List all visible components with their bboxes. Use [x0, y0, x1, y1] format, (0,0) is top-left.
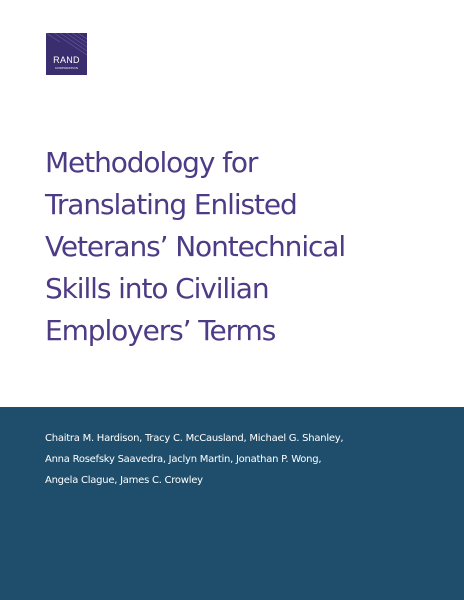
author-list	[45, 428, 445, 491]
title-line: Employers’ Terms	[45, 314, 276, 347]
author-band	[0, 407, 464, 600]
logo-subtitle: CORPORATION	[54, 66, 79, 70]
author-line: Angela Clague, James C. Crowley	[45, 475, 203, 486]
author-line: Anna Rosefsky Saavedra, Jaclyn Martin, Jonathan P. Wong,	[45, 454, 322, 465]
report-title	[45, 142, 445, 352]
title-line: Skills into Civilian	[45, 272, 269, 305]
rand-logo	[46, 33, 87, 75]
title-line: Translating Enlisted	[45, 188, 297, 221]
author-line: Chaitra M. Hardison, Tracy C. McCausland, Michael G. Shanley,	[45, 433, 344, 444]
title-line: Methodology for	[45, 146, 258, 179]
logo-wordmark: RAND	[53, 55, 80, 65]
title-line: Veterans’ Nontechnical	[45, 230, 346, 263]
